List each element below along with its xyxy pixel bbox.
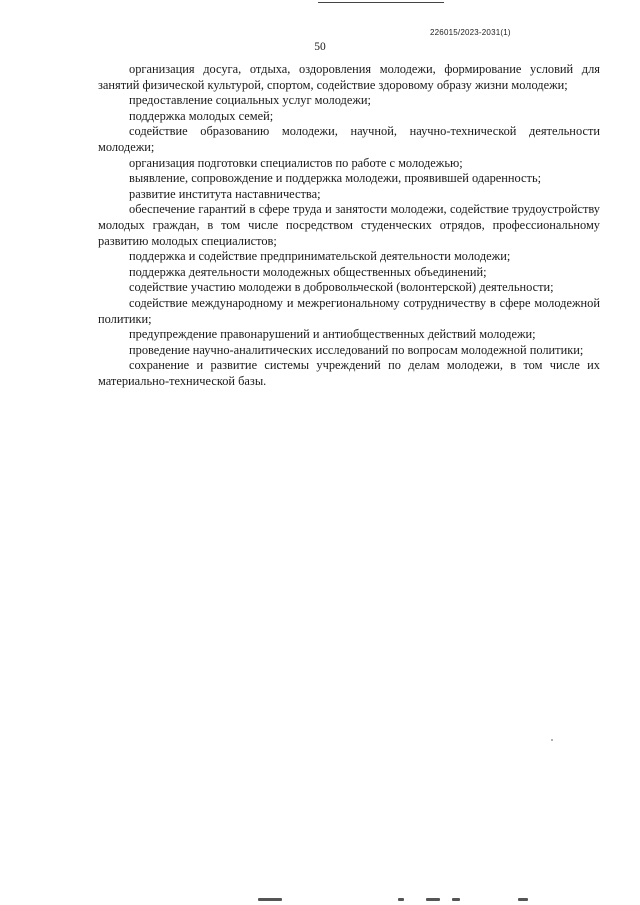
list-item: выявление, сопровождение и поддержка молодежи, проявившей одаренность; — [129, 171, 542, 186]
document-body — [98, 62, 600, 389]
list-item: поддержка и содействие предпринимательской деятельности молодежи; — [129, 249, 511, 264]
list-item: содействие образованию молодежи, научной, научно-технической деятельности молодежи; — [98, 124, 600, 154]
list-item: предоставление социальных услуг молодежи; — [129, 93, 371, 108]
scan-mark — [452, 898, 460, 901]
list-item: организация подготовки специалистов по работе с молодежью; — [129, 155, 463, 170]
scan-mark — [518, 898, 528, 901]
scan-mark — [258, 898, 282, 901]
list-item: предупреждение правонарушений и антиобщественных действий молодежи; — [129, 327, 536, 342]
scan-artifact — [551, 739, 553, 741]
document-number: 226015/2023-2031(1) — [430, 28, 511, 37]
list-item: сохранение и развитие системы учреждений по делам молодежи, в том числе их материально-технической базы. — [98, 358, 600, 388]
list-item: содействие участию молодежи в добровольческой (волонтерской) деятельности; — [129, 280, 554, 295]
list-item: поддержка молодых семей; — [129, 108, 274, 123]
top-scan-rule — [318, 2, 444, 3]
scan-mark — [398, 898, 404, 901]
list-item: организация досуга, отдыха, оздоровления молодежи, формирование условий для занятий физической культурой, спортом, содействие здоровому образу жизни молодежи; — [98, 62, 600, 92]
list-item: развитие института наставничества; — [129, 186, 321, 201]
list-item: содействие международному и межрегиональному сотрудничеству в сфере молодежной политики; — [98, 295, 600, 326]
list-item: проведение научно-аналитических исследований по вопросам молодежной политики; — [129, 342, 584, 357]
list-item: обеспечение гарантий в сфере труда и занятости молодежи, содействие трудоустройству молодых граждан, в том числе посредством студенческих отрядов, профессиональному развитию молодых специалистов; — [98, 202, 600, 248]
list-item: поддержка деятельности молодежных общественных объединений; — [129, 264, 487, 279]
scan-mark — [426, 898, 440, 901]
page-number: 50 — [314, 41, 326, 53]
bottom-scan-marks — [0, 894, 640, 905]
